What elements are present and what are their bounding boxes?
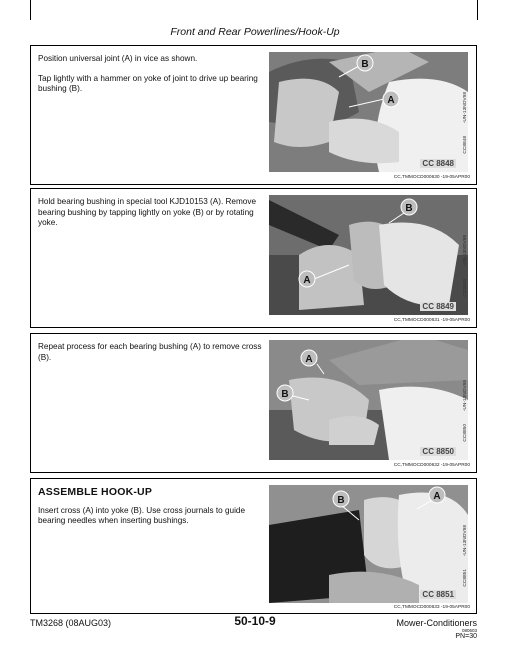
callout-label: A [433, 491, 441, 502]
photo-side-code: -UN-13NOV98 [463, 380, 468, 412]
step-panel-3 [30, 333, 477, 473]
footer-page-reference: 50-10-9 [234, 614, 276, 628]
step-paragraph: Position universal joint (A) in vice as shown. [38, 54, 198, 63]
step-paragraph: Insert cross (A) into yoke (B). Use cross journals to guide bearing needles when inserting bushings. [38, 505, 246, 525]
step-text-1 [38, 54, 263, 104]
callout-label: B [405, 203, 413, 214]
photo-side-code: CC8851 [463, 569, 468, 587]
photo-caption: CC,TMMOCD000632 -19-05APR00 [393, 463, 470, 468]
callout-label: A [305, 354, 313, 365]
photo-side-code: -UN-13NOV98 [463, 525, 468, 557]
photo-side-code: -UN-13NOV98 [463, 235, 468, 267]
photo-side-code: CC8848 [463, 136, 468, 154]
photo-side-code: -UN-13NOV98 [463, 92, 468, 124]
photo-side-code: CC8849 [463, 279, 468, 297]
step-paragraph: Repeat process for each bearing bushing (A) to remove cross (B). [38, 342, 262, 362]
photo-number-label: CC 8849 [422, 302, 454, 311]
callout-label: B [281, 389, 289, 400]
step-paragraph: Tap lightly with a hammer on yoke of joint to drive up bearing bushing (B). [38, 73, 258, 93]
margin-rule-right [477, 0, 478, 20]
step-text-2 [38, 197, 263, 238]
step-panel-1 [30, 45, 477, 185]
step-photo-3 [269, 340, 468, 460]
callout-label: A [387, 95, 395, 106]
photo-caption: CC,TMMOCD000630 -19-05APR00 [393, 175, 470, 180]
photo-number-label: CC 8851 [422, 590, 454, 599]
photo-caption: CC,TMMOCD000633 -19-05APR00 [393, 605, 470, 610]
step-panel-2 [30, 188, 477, 328]
callout-label: A [303, 275, 311, 286]
page-header-title: Front and Rear Powerlines/Hook-Up [170, 26, 340, 38]
photo-caption: CC,TMMOCD000631 -19-05APR00 [393, 318, 470, 323]
step-paragraph: Hold bearing bushing in special tool KJD10153 (A). Remove bearing bushing by tapping lightly on yoke (B) or by rotating yoke. [38, 197, 257, 227]
section-heading: ASSEMBLE HOOK-UP [38, 486, 153, 498]
footer-page-number: PN=30 [455, 633, 477, 640]
callout-label: B [337, 495, 345, 506]
footer-date-code: 080603 [461, 628, 477, 633]
step-photo-2 [269, 195, 468, 315]
photo-number-label: CC 8848 [422, 159, 454, 168]
step-text-3 [38, 342, 263, 372]
callout-label: B [361, 59, 369, 70]
step-photo-1 [269, 52, 468, 172]
photo-number-label: CC 8850 [422, 447, 454, 456]
step-text-4 [38, 487, 263, 536]
step-photo-4 [269, 485, 468, 603]
photo-side-code: CC8850 [463, 424, 468, 442]
margin-rule-left [30, 0, 31, 20]
footer-title: Mower-Conditioners [396, 618, 477, 628]
footer-manual-id: TM3268 (08AUG03) [30, 618, 112, 628]
step-panel-4 [30, 478, 477, 614]
